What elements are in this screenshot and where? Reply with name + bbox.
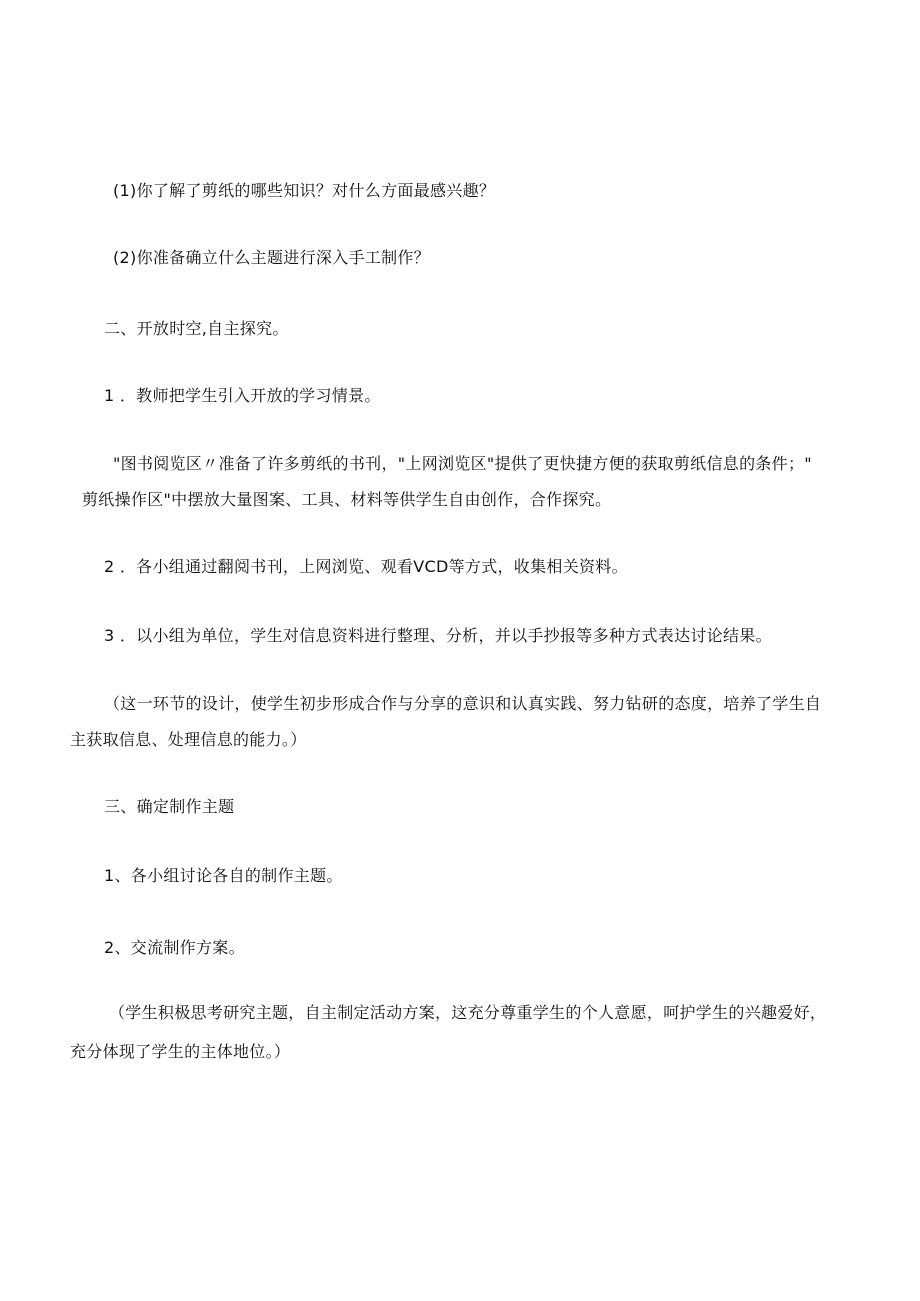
section-2-paragraph-line-2: 剪纸操作区"中摆放大量图案、工具、材料等供学生自由创作，合作探究。 (82, 490, 612, 509)
question-1: (1)你了解了剪纸的哪些知识？对什么方面最感兴趣？ (113, 181, 496, 200)
section-3-heading: 三、确定制作主题 (104, 797, 235, 816)
section-2-paragraph-line-1: "图书阅览区〃准备了许多剪纸的书刊，"上网浏览区"提供了更快捷方便的获取剪纸信息的条件；" (113, 454, 812, 473)
section-2-item-2: 2 ．各小组通过翻阅书刊，上网浏览、观看VCD等方式，收集相关资料。 (104, 557, 628, 576)
section-3-note-line-2: 充分体现了学生的主体地位。） (70, 1042, 291, 1061)
section-3-item-1: 1、各小组讨论各自的制作主题。 (104, 866, 343, 885)
section-2-note-line-2: 主获取信息、处理信息的能力。） (70, 730, 307, 749)
section-2-item-3: 3 ．以小组为单位，学生对信息资料进行整理、分析，并以手抄报等多种方式表达讨论结果。 (104, 626, 772, 645)
question-2: (2)你准备确立什么主题进行深入手工制作？ (113, 248, 430, 267)
section-3-note-line-1: （学生积极思考研究主题，自主制定活动方案，这充分尊重学生的个人意愿，呵护学生的兴趣爱好， (109, 1003, 827, 1022)
section-3-item-2: 2、交流制作方案。 (104, 938, 245, 957)
section-2-heading: 二、开放时空,自主探究。 (104, 319, 289, 338)
section-2-item-1: 1 ．教师把学生引入开放的学习情景。 (104, 386, 381, 405)
section-2-note-line-1: （这一环节的设计，使学生初步形成合作与分享的意识和认真实践、努力钻研的态度，培养了学生自 (104, 694, 822, 713)
